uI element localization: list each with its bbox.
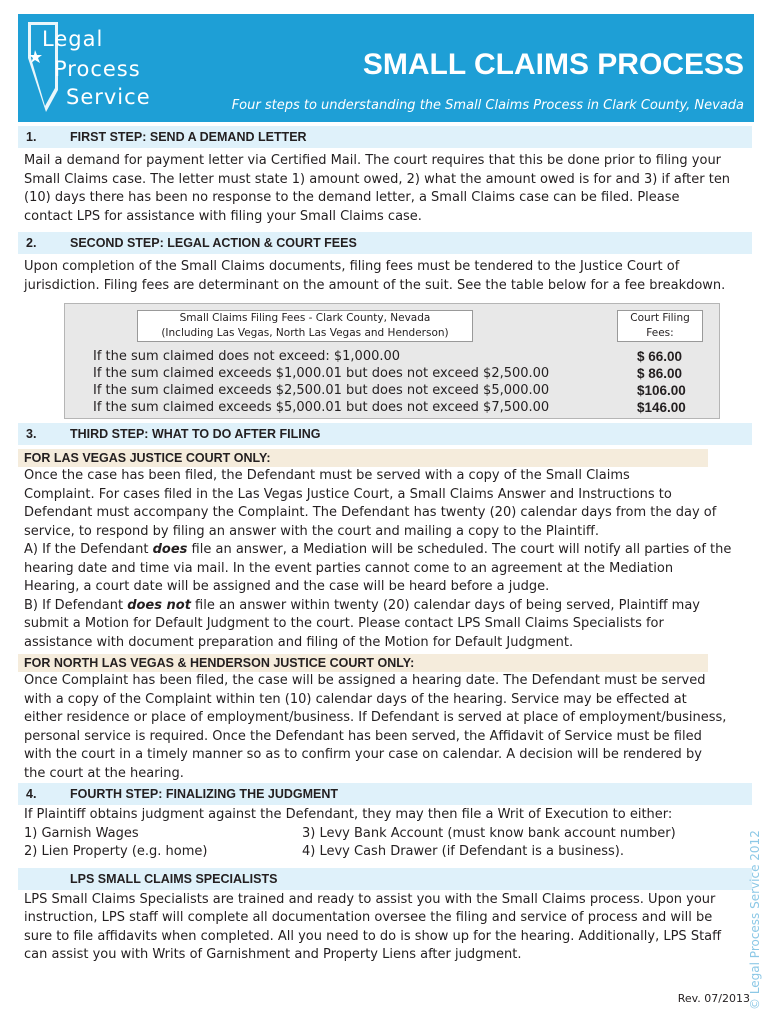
writ-option: 2) Lien Property (e.g. home) xyxy=(24,844,208,859)
text-line: hearing date and time via mail. In the event parties cannot come to an agreement at the Mediation xyxy=(24,560,674,576)
fee-row-desc: If the sum claimed exceeds $2,500.01 but does not exceed $5,000.00 xyxy=(93,383,550,398)
header-line: Fees: xyxy=(646,327,674,339)
text-line: LPS Small Claims Specialists are trained and ready to assist you with the Small Claims process. Upon your xyxy=(24,891,716,907)
logo-word-process: Process xyxy=(54,57,141,81)
text-line: contact LPS for assistance with filing your Small Claims case. xyxy=(24,208,422,224)
text-line: Small Claims case. The letter must state 1) amount owed, 2) what the amount owed is for and 3) if after ten xyxy=(24,171,731,187)
step-2-text xyxy=(18,254,752,299)
text-run: file an answer within twenty (20) calendar days of being served, Plaintiff may xyxy=(190,597,701,613)
writ-option: 4) Levy Cash Drawer (if Defendant is a business). xyxy=(302,844,625,859)
fee-row-amount: $ 86.00 xyxy=(637,366,683,381)
text-line: personal service is required. Once the Defendant has been served, the Affidavit of Service must be filed xyxy=(24,728,702,744)
las-vegas-subheading: FOR LAS VEGAS JUSTICE COURT ONLY: xyxy=(18,449,708,467)
fee-row-desc: If the sum claimed exceeds $5,000.01 but does not exceed $7,500.00 xyxy=(93,400,550,415)
step-label: THIRD STEP: WHAT TO DO AFTER FILING xyxy=(70,427,321,441)
copyright-watermark: © Legal Process Service 2012 xyxy=(748,830,762,1010)
emphasis-text: does xyxy=(152,542,188,557)
step-number: 1. xyxy=(26,130,37,144)
north-las-vegas-subheading: FOR NORTH LAS VEGAS & HENDERSON JUSTICE COURT ONLY: xyxy=(18,654,708,672)
emphasis-text: does not xyxy=(127,597,191,613)
text-line: Upon completion of the Small Claims documents, filing fees must be tendered to the Justice Court of xyxy=(24,259,680,274)
page-title: SMALL CLAIMS PROCESS xyxy=(362,48,744,81)
step-number: 3. xyxy=(26,427,37,441)
section-label: LPS SMALL CLAIMS SPECIALISTS xyxy=(70,871,278,886)
fee-row-amount: $146.00 xyxy=(637,400,686,415)
lps-logo xyxy=(26,20,176,118)
text-line: Complaint. For cases filed in the Las Vegas Justice Court, a Small Claims Answer and Instructions to xyxy=(24,486,672,502)
text-line: If Plaintiff obtains judgment against the Defendant, they may then file a Writ of Execution to either: xyxy=(24,807,673,822)
header-line: Court Filing xyxy=(630,312,690,324)
step-1-heading xyxy=(18,126,752,148)
text-line: assistance with document preparation and filing of the Motion for Default Judgment. xyxy=(24,634,574,650)
header-line: (Including Las Vegas, North Las Vegas and Henderson) xyxy=(161,327,449,339)
fee-table-header-right xyxy=(617,310,703,342)
writ-options-row xyxy=(24,825,746,844)
step-label: FIRST STEP: SEND A DEMAND LETTER xyxy=(70,130,307,144)
page-subtitle: Four steps to understanding the Small Claims Process in Clark County, Nevada xyxy=(231,98,744,113)
text-run: B) If Defendant xyxy=(24,597,128,613)
header-line: Small Claims Filing Fees - Clark County, Nevada xyxy=(179,312,431,324)
text-line: Mail a demand for payment letter via Certified Mail. The court requires that this be done prior to filing your xyxy=(24,153,722,168)
writ-option: 3) Levy Bank Account (must know bank account number) xyxy=(302,825,676,841)
specialists-heading xyxy=(18,868,752,890)
text-line: Once Complaint has been filed, the case will be assigned a hearing date. The Defendant must be served xyxy=(24,673,706,688)
specialists-text xyxy=(18,890,752,969)
text-run: A) If the Defendant xyxy=(24,542,153,557)
text-line: (10) days there has been no response to the demand letter, a Small Claims case can be filed. Please xyxy=(24,190,680,205)
text-line: sure to file affidavits when completed. All you need to do is show up for the hearing. Additionally, LPS Staff xyxy=(24,928,722,944)
document-body xyxy=(18,124,752,969)
text-line: with a copy of the Complaint within ten (10) calendar days of the hearing. Service may be effected at xyxy=(24,691,687,707)
text-line: the court at the hearing. xyxy=(24,765,184,781)
fee-row-amount: $ 66.00 xyxy=(637,349,683,364)
step-3-heading xyxy=(18,423,752,445)
step-4-text xyxy=(18,805,752,866)
writ-option: 1) Garnish Wages xyxy=(24,825,139,841)
logo-word-service: Service xyxy=(66,85,151,109)
text-run: file an answer, a Mediation will be scheduled. The court will notify all parties of the xyxy=(187,542,732,557)
text-line: service, to respond by filing an answer with the court and mailing a copy to the Plaintiff. xyxy=(24,523,599,539)
text-line: can assist you with Writs of Garnishment and Property Liens after judgment. xyxy=(24,947,522,962)
text-line: Hearing, a court date will be assigned and the case will be heard before a judge. xyxy=(24,579,550,594)
text-line: submit a Motion for Default Judgment to the court. Please contact LPS Small Claims Specialists for xyxy=(24,616,664,631)
logo-word-legal: Legal xyxy=(42,27,104,51)
fee-row-desc: If the sum claimed exceeds $1,000.01 but does not exceed $2,500.00 xyxy=(93,366,550,381)
text-line: with the court in a timely manner so as to confirm your case on calendar. A decision will be rendered by xyxy=(24,747,702,762)
fee-row-desc: If the sum claimed does not exceed: $1,000.00 xyxy=(93,349,401,364)
writ-options-row xyxy=(24,843,746,862)
text-line xyxy=(24,541,746,560)
fee-row-amount: $106.00 xyxy=(637,383,686,398)
header-banner xyxy=(18,14,754,122)
text-line: Defendant must accompany the Complaint. The Defendant has twenty (20) calendar days from the day of xyxy=(24,505,717,520)
step-3-text xyxy=(18,445,752,787)
step-label: SECOND STEP: LEGAL ACTION & COURT FEES xyxy=(70,236,357,250)
text-line: instruction, LPS staff will complete all documentation oversee the filing and service of process and will be xyxy=(24,910,713,925)
step-2-heading xyxy=(18,232,752,254)
step-label: FOURTH STEP: FINALIZING THE JUDGMENT xyxy=(70,787,339,801)
step-number: 4. xyxy=(26,787,37,801)
revision-date: Rev. 07/2013 xyxy=(677,992,750,1005)
text-line: jurisdiction. Filing fees are determinant on the amount of the suit. See the table below for a fee breakdown. xyxy=(24,277,726,293)
step-number: 2. xyxy=(26,236,37,250)
text-line: Once the case has been filed, the Defendant must be served with a copy of the Small Claims xyxy=(24,468,630,483)
text-line xyxy=(24,597,746,616)
step-1-text xyxy=(18,148,752,230)
fee-table-header-left xyxy=(137,310,473,342)
step-4-heading xyxy=(18,783,752,805)
fee-table xyxy=(64,303,720,419)
text-line: either residence or place of employment/business. If Defendant is served at place of employment/business, xyxy=(24,710,727,725)
